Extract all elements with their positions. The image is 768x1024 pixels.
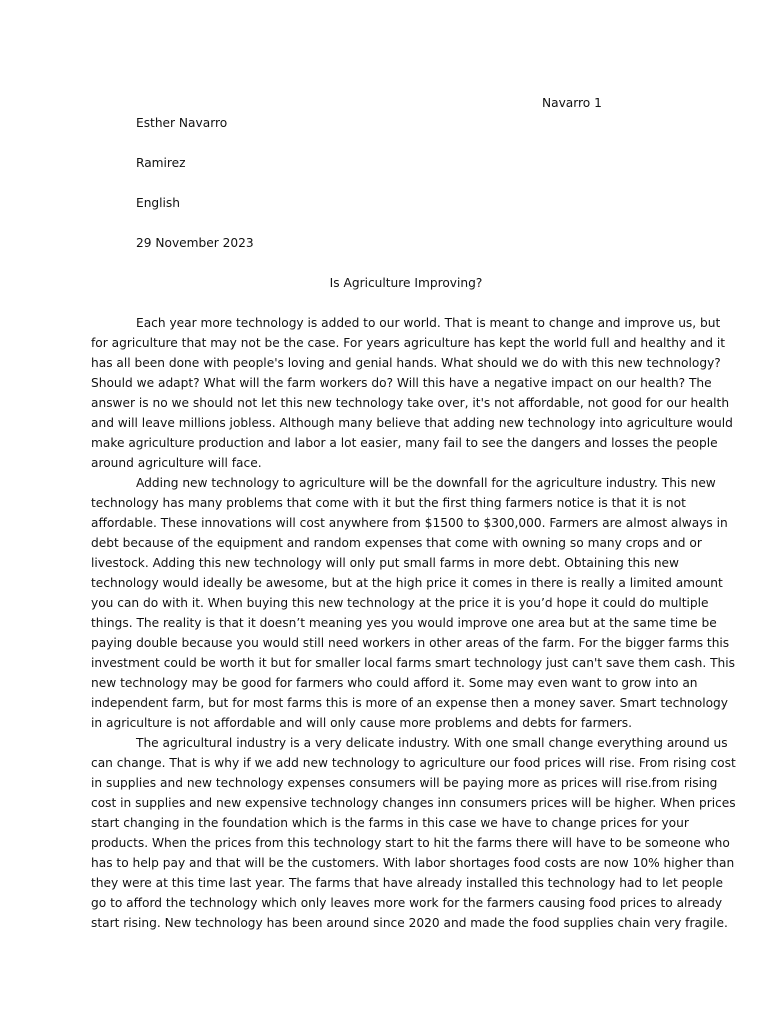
essay-date: 29 November 2023 xyxy=(136,236,254,250)
body-line: you can do with it. When buying this new technology at the price it is you’d hope it could do multiple xyxy=(91,596,709,610)
essay-title: Is Agriculture Improving? xyxy=(329,276,483,290)
body-line: independent farm, but for most farms this is more of an expense then a money saver. Smart technology xyxy=(91,696,729,710)
body-line: for agriculture that may not be the case. For years agriculture has kept the world full and healthy and it xyxy=(91,336,725,350)
body-line: go to afford the technology which only leaves more work for the farmers causing food prices to already xyxy=(91,896,723,910)
body-line: around agriculture will face. xyxy=(91,456,262,470)
body-line: has to help pay and that will be the customers. With labor shortages food costs are now 10% higher than xyxy=(91,856,735,870)
body-line: new technology may be good for farmers who could afford it. Some may even want to grow into an xyxy=(91,676,698,690)
course-name: English xyxy=(136,196,181,210)
instructor-name: Ramirez xyxy=(136,156,186,170)
body-line: in agriculture is not affordable and will only cause more problems and debts for farmers. xyxy=(91,716,633,730)
running-head: Navarro 1 xyxy=(542,96,602,110)
body-line: answer is no we should not let this new technology take over, it's not affordable, not good for our health xyxy=(91,396,730,410)
body-line: paying double because you would still need workers in other areas of the farm. For the bigger farms this xyxy=(91,636,730,650)
body-line: and will leave millions jobless. Although many believe that adding new technology into agriculture would xyxy=(91,416,733,430)
body-line: they were at this time last year. The farms that have already installed this technology had to let people xyxy=(91,876,723,890)
body-line: start changing in the foundation which is the farms in this case we have to change prices for your xyxy=(91,816,689,830)
body-line: Should we adapt? What will the farm workers do? Will this have a negative impact on our health? The xyxy=(91,376,712,390)
body-line: debt because of the equipment and random expenses that come with owning so many crops and or xyxy=(91,536,702,550)
body-line: start rising. New technology has been around since 2020 and made the food supplies chain very fragile. xyxy=(91,916,728,930)
body-line: livestock. Adding this new technology will only put small farms in more debt. Obtaining this new xyxy=(91,556,680,570)
body-line: things. The reality is that it doesn’t meaning yes you would improve one area but at the same time be xyxy=(91,616,717,630)
body-line: Each year more technology is added to our world. That is meant to change and improve us, but xyxy=(136,316,721,330)
body-line: in supplies and new technology expenses consumers will be paying more as prices will rise.from rising xyxy=(91,776,718,790)
body-line: technology would ideally be awesome, but at the high price it comes in there is really a limited amount xyxy=(91,576,723,590)
author-name: Esther Navarro xyxy=(136,116,228,130)
body-line: The agricultural industry is a very delicate industry. With one small change everything around us xyxy=(136,736,728,750)
body-line: make agriculture production and labor a lot easier, many fail to see the dangers and losses the people xyxy=(91,436,718,450)
body-line: has all been done with people's loving and genial hands. What should we do with this new technology? xyxy=(91,356,721,370)
body-line: can change. That is why if we add new technology to agriculture our food prices will rise. From rising cost xyxy=(91,756,736,770)
body-line: Adding new technology to agriculture will be the downfall for the agriculture industry. This new xyxy=(136,476,716,490)
body-line: technology has many problems that come with it but the first thing farmers notice is that it is not xyxy=(91,496,686,510)
body-line: affordable. These innovations will cost anywhere from $1500 to $300,000. Farmers are almost always in xyxy=(91,516,728,530)
body-line: cost in supplies and new expensive technology changes inn consumers prices will be higher. When prices xyxy=(91,796,736,810)
body-line: products. When the prices from this technology start to hit the farms there will have to be someone who xyxy=(91,836,730,850)
body-line: investment could be worth it but for smaller local farms smart technology just can't save them cash. This xyxy=(91,656,736,670)
